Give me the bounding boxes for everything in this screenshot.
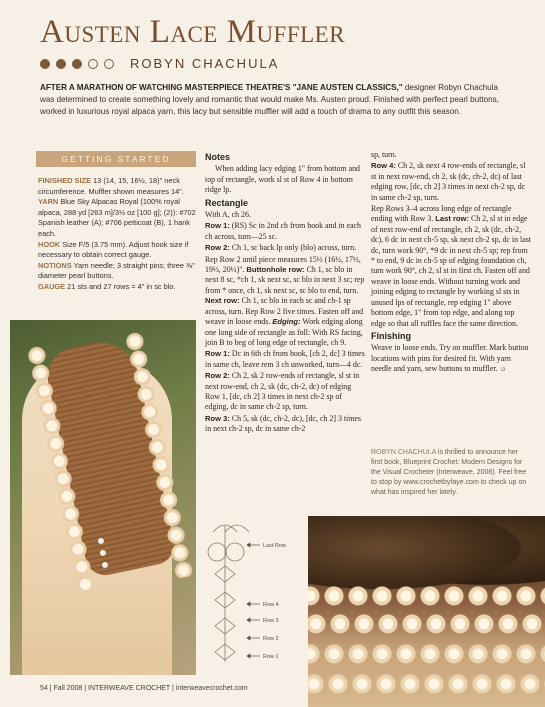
stitch-diagram	[205, 512, 305, 672]
difficulty-dot-icon	[104, 59, 114, 69]
author-name: ROBYN CHACHULA	[130, 56, 280, 71]
diagram-label-row-4: Row 4	[263, 602, 279, 608]
difficulty-dot-icon	[88, 59, 98, 69]
row-3-cont: sp, turn.	[371, 150, 397, 159]
instructions-column-middle	[205, 150, 365, 436]
gs-item: GAUGE 21 sts and 27 rows = 4" in sc blo.	[38, 281, 176, 291]
row-1: Row 1: (RS) Sc in 2nd ch from hook and in each ch across, turn—25 sc.	[205, 221, 361, 241]
gs-item: NOTIONS Yarn needle; 3 straight pins; three ⅜" diameter pearl buttons.	[38, 260, 195, 281]
gs-item: YARN Blue Sky Alpacas Royal (100% royal alpaca, 288 yd [263 m]/3½ oz [100 g]; (2)): #702 Spanish leather (A); #706 petticoat (B), 1 hank each.	[38, 197, 196, 238]
rectangle-start: With A, ch 26.	[205, 210, 251, 220]
repeat-34: Rep Rows 3–4 across long edge of rectangle ending with Row 3. Last row: Ch 2, sl st in edge of next row-end of rectangle, ch 2, sk (dc, ch-2, dc), 6 dc in next ch-5 sp, sk next ch-2 sp, dc in last dc, turn work 90°, *9 dc in next ch-5 sp; rep from * to end, 9 dc in ch-5 sp of edging foundation ch, turn work 90°, ch 2, sl st in first ch. Fasten off and weave in loose ends. Without turning work and joining edging to rectangle by working sl sts in unused lps of rectangle, rep edging 1" above bottom edge, 1" from top edge, and along top edge so that all ruffles face the same direction.	[371, 204, 531, 328]
muffler-photo-left	[10, 320, 196, 675]
diagram-label-row-3: Row 3	[263, 618, 279, 624]
byline	[40, 56, 279, 71]
end-mark-icon: ☼	[499, 364, 507, 374]
intro-lead: AFTER A MARATHON OF WATCHING MASTERPIECE THEATRE'S "JANE AUSTEN CLASSICS,"	[40, 83, 403, 92]
gs-item: FINISHED SIZE 13 (14, 15, 16½, 18)" neck circumference. Muffler shown measures 14".	[38, 176, 184, 196]
gs-item: HOOK Size F/5 (3.75 mm). Adjust hook size if necessary to obtain correct gauge.	[38, 239, 189, 260]
edging-row-3: Row 3: Ch 5, sk (dc, ch-2, dc), [dc, ch 2] 3 times in next ch-2 sp, dc in same ch-2	[205, 413, 361, 434]
difficulty-dot-icon	[40, 59, 50, 69]
edging-row-1: Row 1: Dc in 6th ch from hook, [ch 2, dc] 3 times in same ch, leave rem 3 ch unworked, turn—4 dc.	[205, 349, 365, 369]
edging-row-2: Row 2: Ch 2, sk 2 row-ends of rectangle, sl st in next row-end, ch 2, sk (dc, ch-2, dc) of edging Row 1, [dc, ch 2] 3 times in next ch-2 sp of edging, dc in same ch-2 sp, turn.	[205, 371, 360, 412]
diagram-label-row-1: Row 1	[263, 654, 279, 660]
pearl-button	[102, 562, 108, 568]
rectangle-heading: Rectangle	[205, 197, 249, 208]
designer-bio: ROBYN CHACHULA is thrilled to announce her first book, Blueprint Crochet: Modern Designs for the Visual Crocheter (Interweave, 2008). Feel free to stop by www.crochetbyfaye.com to check up on what has inspired her lately.	[371, 449, 527, 496]
page-footer: 54 | Fall 2008 | INTERWEAVE CROCHET | interweavecrochet.com	[40, 685, 248, 692]
pearl-button	[98, 538, 104, 544]
getting-started-list	[38, 176, 198, 293]
intro-paragraph	[40, 82, 510, 118]
notes-heading: Notes	[205, 152, 231, 162]
notes-text: When adding lacy edging 1" from bottom and top of rectangle, work sl st of Row 4 in bottom ridge lp.	[205, 164, 360, 195]
edging-row-4: Row 4: Ch 2, sk next 4 row-ends of rectangle, sl st in next row-end, ch 2, sk (dc, ch-2, dc) of last edging row, [dc, ch 2] 3 times in next ch-2 sp, dc in same ch-2 sp, turn.	[371, 161, 526, 202]
intro-text: designer Robyn Chachula was determined to create something lovely and romantic that would make Ms. Austen proud. Finished with perfect pearl buttons, worked in luxurious royal alpaca yarn, this lacy but sensible muffler will add a touch of drama to any outfit this season.	[40, 83, 499, 116]
diagram-label-row-2: Row 2	[263, 636, 279, 642]
lace-ruffle	[308, 644, 545, 666]
lace-ruffle	[308, 586, 545, 608]
instructions-column-right	[371, 150, 531, 376]
difficulty-dot-icon	[56, 59, 66, 69]
difficulty-dot-icon	[72, 59, 82, 69]
model-hair	[308, 516, 545, 596]
page-title: Austen Lace Muffler	[40, 14, 346, 50]
row-2: Row 2: Ch 1, sc back lp only (blo) across, turn.	[205, 243, 357, 253]
muffler-photo-right	[308, 516, 545, 707]
finishing-text: Weave in loose ends. Try on muffler. Mark button locations with pins for desired fit. With yarn needle and yarn, sew buttons to muffler. ☼	[371, 343, 529, 374]
pearl-button	[100, 550, 106, 556]
getting-started-heading: GETTING STARTED	[36, 151, 196, 167]
lace-ruffle	[308, 674, 545, 696]
diagram-label-last-row: Last Row	[263, 543, 286, 549]
finishing-heading: Finishing	[371, 330, 411, 341]
lace-ruffle	[308, 614, 545, 636]
repeat-text: Rep Row 2 until piece measures 15½ (16½, 17½, 19½, 20½)". Buttonhole row: Ch 1, sc blo in next 8 sc, *ch 1, sk next sc, sc blo in next 3 sc; rep from * once, ch 1, sk next sc, sc blo to end, turn. Next row: Ch 1, sc blo in each sc and ch-1 sp across, turn. Rep Row 2 five times. Fasten off and weave in loose ends. Edging: Work edging along one long side of rectangle as foll: With RS facing, join B to beg of long edge of rectangle, ch 9.	[205, 254, 365, 347]
